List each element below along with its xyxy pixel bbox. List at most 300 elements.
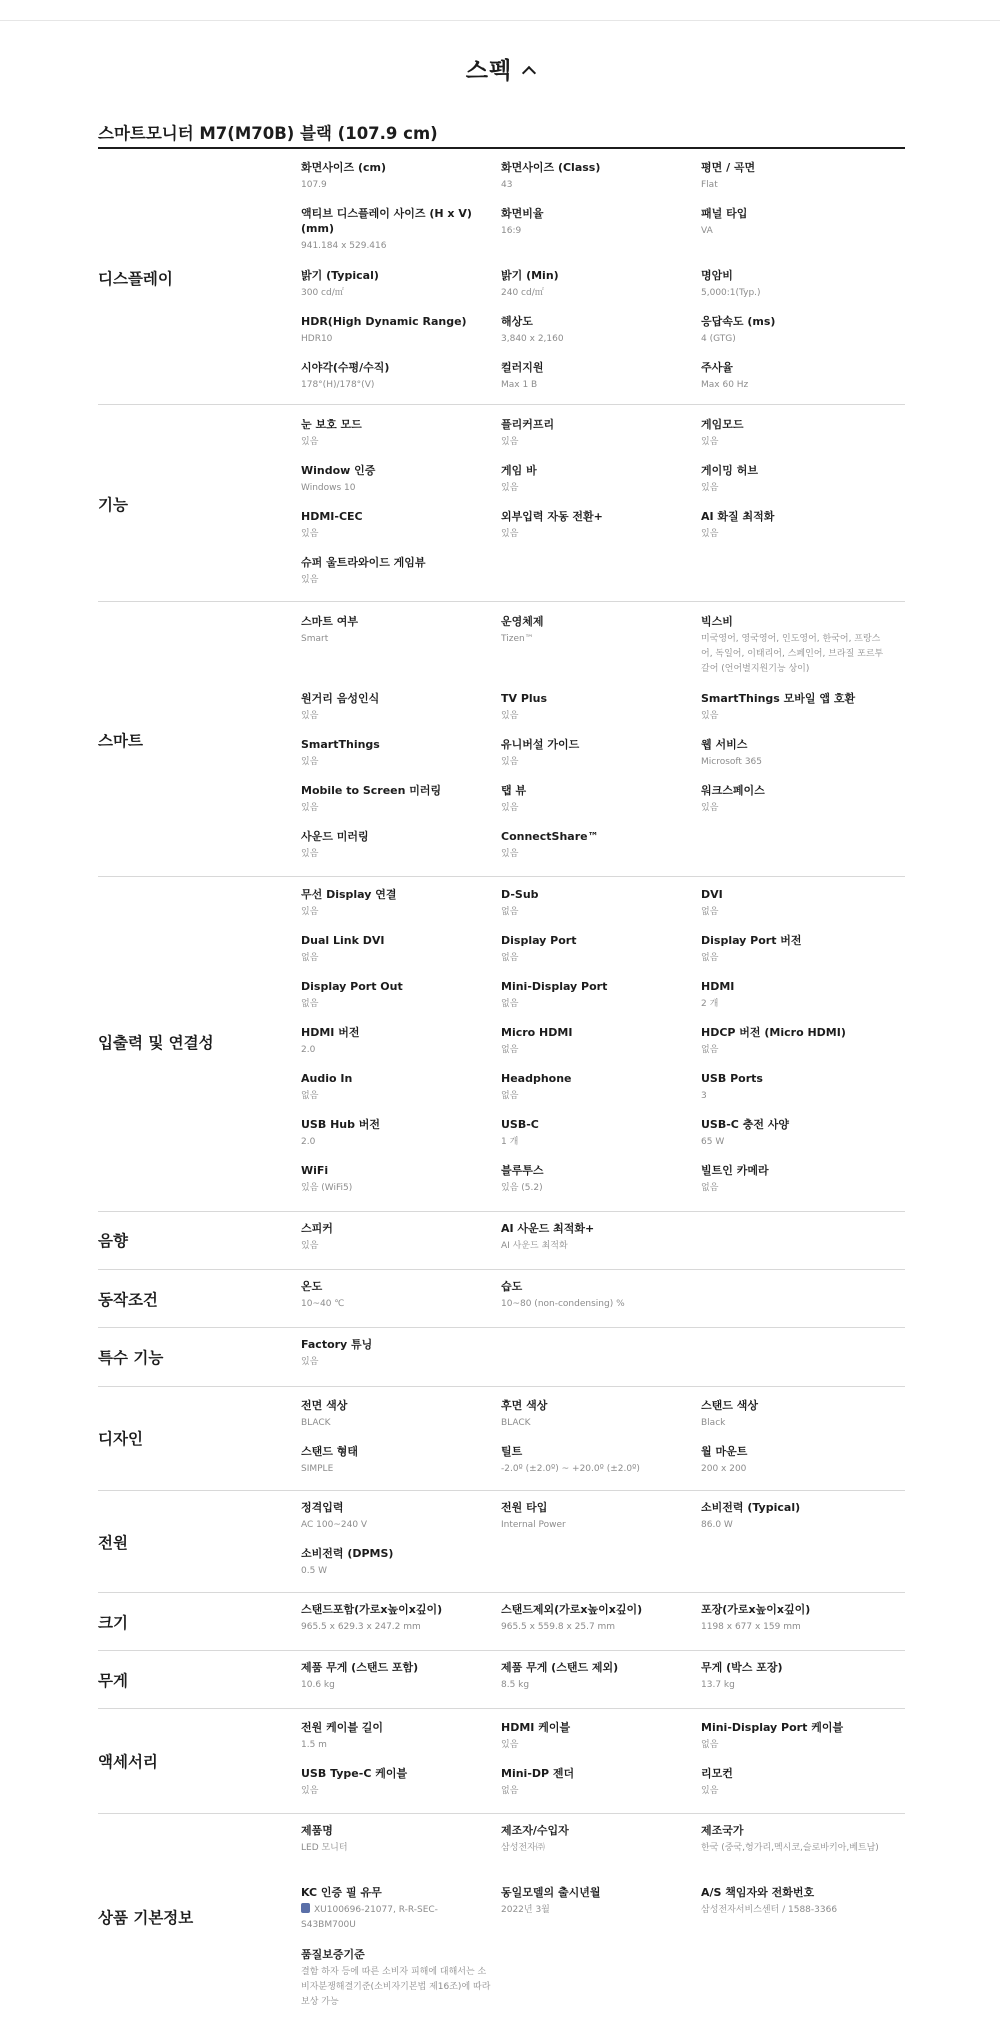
spec-label: Mini-Display Port 케이블 [701,1721,844,1734]
spec-item [301,1885,491,1933]
spec-label: 웹 서비스 [701,738,748,751]
spec-value: 있음 [501,711,519,721]
section-io [98,877,905,1212]
spec-value: 없음 [501,1091,519,1101]
spec-label: 제품 무게 (스탠드 포함) [301,1661,419,1674]
spec-value: 없음 [701,1740,719,1750]
spec-item [701,1720,891,1753]
spec-item [301,555,491,588]
spec-label: Window 인증 [301,464,376,477]
spec-item [701,887,891,920]
spec-value: Microsoft 365 [701,757,762,767]
spec-item [501,1720,691,1753]
spec-value: 삼성전자㈜ [501,1843,545,1853]
spec-value: 결함 하자 등에 따른 소비자 피해에 대해서는 소비자분쟁해결기준(소비자기본법 제16조)에 따라 보상 가능 [301,1967,491,2007]
spec-label: USB Hub 버전 [301,1118,381,1131]
spec-label: 빅스비 [701,615,733,628]
spec-item [501,737,691,770]
section-audio [98,1212,905,1270]
spec-value: 있음 (WiFi5) [301,1183,353,1193]
spec-item [301,206,491,254]
spec-label: 플리커프리 [501,418,555,431]
spec-label: Mini-DP 젠더 [501,1767,575,1780]
spec-value: BLACK [501,1418,531,1428]
spec-item [501,160,691,193]
spec-item [301,1117,491,1150]
spec-value: 있음 [301,437,319,447]
spec-value: 없음 [501,999,519,1009]
spec-label: Mobile to Screen 미러링 [301,784,442,797]
spec-value: 10~40 ℃ [301,1299,345,1309]
spec-label: 포장(가로x높이x깊이) [701,1603,811,1616]
spec-item [501,1823,691,1856]
spec-label: 제품 무게 (스탠드 제외) [501,1661,619,1674]
spec-item [501,1071,691,1104]
spec-value: 있음 [301,757,319,767]
spec-value: 있음 [701,711,719,721]
spec-label: 스탠드 색상 [701,1399,758,1412]
top-divider [0,20,1000,21]
spec-label: USB-C 충전 사양 [701,1118,790,1131]
spec-label: KC 인증 필 유무 [301,1886,382,1899]
spec-value: 있음 [301,711,319,721]
spec-item [301,1398,491,1431]
spec-item [301,1766,491,1799]
spec-value: 없음 [701,1183,719,1193]
spec-item [501,614,691,647]
spec-value: 없음 [501,1045,519,1055]
spec-value [301,1903,491,1933]
spec-item [501,829,691,862]
spec-label: 평면 / 곡면 [701,161,756,174]
spec-item [501,1500,691,1533]
spec-item [501,887,691,920]
section-power [98,1491,905,1593]
spec-label: 게임모드 [701,418,744,431]
spec-item [501,1398,691,1431]
spec-value: 1198 x 677 x 159 mm [701,1622,801,1632]
spec-value: 없음 [501,1786,519,1796]
spec-value: 있음 [501,757,519,767]
spec-value: Windows 10 [301,483,356,493]
spec-label: SmartThings 모바일 앱 호환 [701,692,856,705]
spec-value: 없음 [501,953,519,963]
spec-item [501,1221,691,1254]
spec-item [301,360,491,393]
section-title: 특수 기능 [98,1349,164,1367]
spec-item [301,1071,491,1104]
section-weight [98,1651,905,1709]
spec-value: 있음 [301,575,319,585]
spec-item [301,1602,491,1635]
spec-value: 86.0 W [701,1520,733,1530]
spec-label: 동일모델의 출시년월 [501,1886,601,1899]
section-title: 기능 [98,496,128,514]
spec-item [301,1163,491,1196]
spec-item [701,463,891,496]
spec-title: 스펙 [465,58,513,84]
section-smart [98,602,905,877]
spec-item [301,933,491,966]
spec-value: 13.7 kg [701,1680,735,1690]
spec-item [301,1025,491,1058]
spec-label: AI 화질 최적화 [701,510,775,523]
spec-header [0,52,1000,85]
spec-value: 10~80 (non-condensing) % [501,1299,625,1309]
spec-label: SmartThings [301,738,380,751]
spec-value: 있음 [501,483,519,493]
spec-item [701,206,891,239]
spec-label: 습도 [501,1280,523,1293]
spec-value: 43 [501,180,513,190]
kc-certification-icon [301,1903,310,1913]
spec-label: USB-C [501,1118,539,1131]
spec-item [301,1500,491,1533]
section-title: 상품 기본정보 [98,1909,194,1927]
spec-item [701,1398,891,1431]
spec-item [701,1766,891,1799]
spec-label: 화면사이즈 (cm) [301,161,386,174]
spec-item [501,691,691,724]
spec-label: 워크스페이스 [701,784,765,797]
spec-label: Display Port [501,934,577,947]
spec-value: 178°(H)/178°(V) [301,380,375,390]
section-accessories [98,1709,905,1814]
spec-item [301,1337,491,1370]
spec-label: 제품명 [301,1824,333,1837]
spec-value: 있음 [301,849,319,859]
section-design [98,1387,905,1491]
spec-item [501,463,691,496]
kc-value-text: XU100696-21077, R-R-SEC-S43BM700U [301,1905,438,1930]
spec-item [701,614,891,677]
spec-label: 무게 (박스 포장) [701,1661,783,1674]
product-name: 스마트모니터 M7(M70B) 블랙 (107.9 cm) [98,124,438,143]
spec-label: 슈퍼 울트라와이드 게임뷰 [301,556,426,569]
spec-value: 10.6 kg [301,1680,335,1690]
section-title: 입출력 및 연결성 [98,1034,214,1052]
spec-value: Black [701,1418,726,1428]
spec-value: 2022년 3월 [501,1905,550,1915]
section-operating [98,1270,905,1328]
spec-item [701,160,891,193]
spec-value: 16:9 [501,226,522,236]
spec-value: 3,840 x 2,160 [501,334,564,344]
spec-item [701,1602,891,1635]
spec-item [701,1071,891,1104]
spec-item [701,509,891,542]
spec-item [701,314,891,347]
spec-value: 있음 [501,1740,519,1750]
spec-value: 없음 [301,1091,319,1101]
spec-item [301,509,491,542]
spec-item [301,314,491,347]
spec-label: HDR(High Dynamic Range) [301,315,467,328]
spec-label: 무선 Display 연결 [301,888,397,901]
section-title: 크기 [98,1614,128,1632]
spec-item [301,1279,491,1312]
spec-item [701,1885,891,1918]
spec-value: 없음 [701,1045,719,1055]
spec-label: Audio In [301,1072,353,1085]
spec-item [301,829,491,862]
spec-value: 있음 (5.2) [501,1183,543,1193]
spec-item [301,1947,491,2010]
spec-item [301,268,491,301]
spec-item [701,783,891,816]
section-title: 디자인 [98,1430,143,1448]
spec-value: 2.0 [301,1137,316,1147]
spec-label: 원거리 음성인식 [301,692,380,705]
spec-label: Display Port 버전 [701,934,802,947]
spec-value: 107.9 [301,180,327,190]
spec-value: Internal Power [501,1520,566,1530]
spec-value: 있음 [301,1357,319,1367]
spec-value: 있음 [701,803,719,813]
spec-label: 주사율 [701,361,733,374]
spec-label: HDCP 버전 (Micro HDMI) [701,1026,846,1039]
spec-item [501,314,691,347]
spec-item [701,933,891,966]
spec-label: 사운드 미러링 [301,830,369,843]
spec-item [301,737,491,770]
spec-label: HDMI 버전 [301,1026,360,1039]
spec-item [501,1602,691,1635]
spec-item [501,1660,691,1693]
spec-label: 컬러지원 [501,361,544,374]
spec-value: 있음 [701,529,719,539]
spec-label: 제조자/수입자 [501,1824,569,1837]
spec-label: DVI [701,888,723,901]
spec-item [301,1660,491,1693]
spec-label: 월 마운트 [701,1445,748,1458]
spec-label: 게이밍 허브 [701,464,758,477]
spec-value: 8.5 kg [501,1680,530,1690]
spec-label: HDMI 케이블 [501,1721,571,1734]
spec-item [701,691,891,724]
spec-value: AC 100~240 V [301,1520,368,1530]
spec-value: 없음 [301,953,319,963]
spec-value: 미국영어, 영국영어, 인도영어, 한국어, 프랑스어, 독일어, 이태리어, 스페인어, 브라질 포르투갈어 (언어별지원기능 상이) [701,634,884,674]
spec-value: 있음 [701,483,719,493]
spec-label: 해상도 [501,315,533,328]
spec-value: 1.5 m [301,1740,327,1750]
spec-value: 965.5 x 629.3 x 247.2 mm [301,1622,421,1632]
spec-item [701,1444,891,1477]
spec-label: USB Ports [701,1072,763,1085]
spec-label: 밝기 (Typical) [301,269,379,282]
spec-item [301,783,491,816]
spec-item [501,933,691,966]
section-features [98,405,905,602]
spec-value: AI 사운드 최적화 [501,1241,568,1251]
section-size [98,1593,905,1651]
section-basic-info [98,1814,905,2041]
spec-label: Headphone [501,1072,572,1085]
spec-label: 화면사이즈 (Class) [501,161,601,174]
spec-label: 전원 케이블 길이 [301,1721,384,1734]
spec-item [501,1885,691,1918]
spec-label: WiFi [301,1164,329,1177]
spec-value: 있음 [501,437,519,447]
spec-label: 밝기 (Min) [501,269,559,282]
spec-label: D-Sub [501,888,539,901]
spec-value: 있음 [701,1786,719,1796]
spec-value: 있음 [301,1241,319,1251]
spec-label: HDMI [701,980,735,993]
spec-label: Mini-Display Port [501,980,608,993]
spec-value: 있음 [301,529,319,539]
spec-value: VA [701,226,713,236]
spec-item [501,268,691,301]
spec-item [301,1823,491,1856]
spec-value: 있음 [501,849,519,859]
spec-value: 4 (GTG) [701,334,736,344]
spec-value: 240 cd/㎡ [501,288,544,298]
spec-label: ConnectShare™ [501,830,599,843]
spec-value: 5,000:1(Typ.) [701,288,761,298]
spec-item [501,1444,691,1477]
spec-item [501,979,691,1012]
spec-value: 없음 [501,907,519,917]
spec-value: 200 x 200 [701,1464,747,1474]
spec-label: Factory 튜닝 [301,1338,373,1351]
spec-item [701,1163,891,1196]
spec-value: 있음 [501,803,519,813]
spec-value: Smart [301,634,329,644]
spec-item [501,206,691,239]
spec-item [301,1444,491,1477]
spec-label: 패널 타입 [701,207,748,220]
spec-item [701,979,891,1012]
spec-value: Flat [701,180,718,190]
section-title: 디스플레이 [98,270,173,288]
spec-label: 스탠드 형태 [301,1445,358,1458]
spec-item [701,1660,891,1693]
product-divider [98,147,905,149]
spec-label: 눈 보호 모드 [301,418,362,431]
spec-item [501,1025,691,1058]
section-title: 음향 [98,1232,128,1250]
spec-item [301,1546,491,1579]
spec-item [301,160,491,193]
spec-item [301,979,491,1012]
spec-item [701,1500,891,1533]
spec-label: 탭 뷰 [501,784,527,797]
spec-value: 없음 [701,907,719,917]
spec-label: 틸트 [501,1445,523,1458]
spec-label: 화면비율 [501,207,544,220]
spec-value: 965.5 x 559.8 x 25.7 mm [501,1622,616,1632]
spec-value: 있음 [301,803,319,813]
spec-item [701,1823,891,1856]
chevron-up-icon [522,65,536,79]
spec-toggle-button[interactable] [466,52,534,85]
spec-value: 있음 [301,907,319,917]
spec-label: Display Port Out [301,980,403,993]
spec-label: Dual Link DVI [301,934,385,947]
spec-label: 게임 바 [501,464,537,477]
section-title: 액세서리 [98,1753,158,1771]
spec-item [701,360,891,393]
spec-label: 시야각(수평/수직) [301,361,390,374]
section-display [98,150,905,405]
spec-value: Max 1 B [501,380,538,390]
spec-label: 블루투스 [501,1164,544,1177]
spec-label: Micro HDMI [501,1026,573,1039]
spec-value: 941.184 x 529.416 [301,241,387,251]
section-title: 스마트 [98,732,143,750]
spec-value: SIMPLE [301,1464,334,1474]
spec-value: 300 cd/㎡ [301,288,344,298]
spec-label: 전면 색상 [301,1399,348,1412]
spec-label: 품질보증기준 [301,1948,365,1961]
spec-value: 65 W [701,1137,725,1147]
spec-value: -2.0º (±2.0º) ~ +20.0º (±2.0º) [501,1464,640,1474]
spec-label: TV Plus [501,692,548,705]
spec-item [701,417,891,450]
spec-label: 액티브 디스플레이 사이즈 (H x V) (mm) [301,207,472,235]
spec-label: 제조국가 [701,1824,744,1837]
spec-item [501,1117,691,1150]
spec-value: 2 개 [701,999,719,1009]
spec-value: 없음 [701,953,719,963]
spec-item [701,1025,891,1058]
section-title: 동작조건 [98,1291,158,1309]
spec-label: 온도 [301,1280,323,1293]
spec-label: A/S 책임자와 전화번호 [701,1886,815,1899]
spec-value: 있음 [301,1786,319,1796]
spec-label: 운영체제 [501,615,544,628]
spec-item [501,360,691,393]
spec-label: 응답속도 (ms) [701,315,776,328]
spec-value: 0.5 W [301,1566,328,1576]
section-special [98,1328,905,1387]
section-title: 무게 [98,1672,128,1690]
spec-value: 삼성전자서비스센터 / 1588-3366 [701,1905,838,1915]
spec-value: 있음 [701,437,719,447]
spec-value: HDR10 [301,334,333,344]
spec-label: 스마트 여부 [301,615,358,628]
spec-item [301,463,491,496]
spec-value: 3 [701,1091,707,1101]
spec-label: 외부입력 자동 전환+ [501,510,603,523]
spec-label: HDMI-CEC [301,510,363,523]
spec-label: 스탠드포함(가로x높이x깊이) [301,1603,443,1616]
spec-label: AI 사운드 최적화+ [501,1222,595,1235]
spec-value: Max 60 Hz [701,380,749,390]
spec-value: 1 개 [501,1137,519,1147]
spec-item [301,1720,491,1753]
spec-value: LED 모니터 [301,1843,348,1853]
spec-item [301,1221,491,1254]
spec-value: Tizen™ [501,634,534,644]
spec-label: 후면 색상 [501,1399,548,1412]
spec-item [501,1279,691,1312]
spec-value: 한국 (중국,헝가리,멕시코,슬로바키아,베트남) [701,1843,879,1853]
spec-item [301,614,491,647]
spec-item [501,509,691,542]
spec-value: 2.0 [301,1045,316,1055]
spec-item [501,1766,691,1799]
spec-label: 전원 타입 [501,1501,548,1514]
section-title: 전원 [98,1534,128,1552]
spec-label: 스탠드제외(가로x높이x깊이) [501,1603,643,1616]
spec-item [301,887,491,920]
spec-label: 소비전력 (DPMS) [301,1547,394,1560]
spec-label: 빌트인 카메라 [701,1164,769,1177]
spec-label: USB Type-C 케이블 [301,1767,408,1780]
